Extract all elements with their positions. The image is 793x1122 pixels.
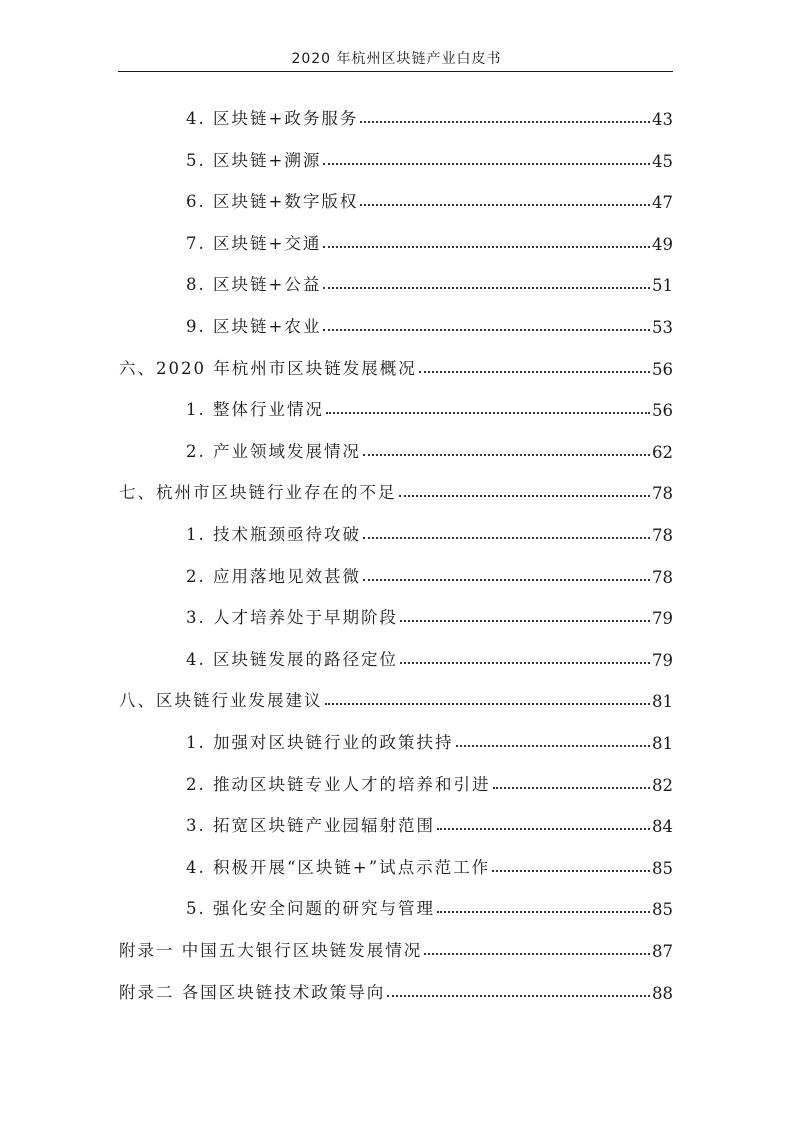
toc-entry-label: 附录一 中国五大银行区块链发展情况 [119, 941, 423, 960]
toc-page-number: 85 [652, 858, 673, 878]
toc-entry-label: 2. 应用落地见效甚微 [186, 566, 361, 586]
toc-dot-leader [437, 828, 650, 830]
toc-dot-leader [437, 911, 650, 913]
toc-page-number: 84 [652, 817, 673, 837]
toc-entry[interactable] [186, 307, 673, 337]
toc-page-number: 78 [652, 526, 673, 545]
toc-page-number: 49 [652, 234, 673, 254]
toc-entry[interactable] [186, 265, 673, 295]
toc-page-number: 78 [652, 484, 673, 504]
toc-entry[interactable] [186, 598, 673, 628]
toc-page-number: 53 [652, 318, 673, 337]
toc-page-number: 56 [652, 401, 673, 421]
toc-page-number: 81 [652, 692, 673, 712]
toc-entry-label: 8. 区块链+公益 [186, 275, 322, 295]
toc-entry[interactable] [186, 99, 673, 129]
toc-entry-label: 3. 拓宽区块链产业园辐射范围 [186, 816, 435, 836]
toc-entry-label: 六、2020 年杭州市区块链发展概况 [119, 358, 417, 378]
toc-entry-label: 1. 加强对区块链行业的政策扶持 [186, 733, 454, 752]
toc-dot-leader [493, 787, 651, 789]
toc-dot-leader [325, 703, 651, 705]
toc-page-number: 79 [652, 650, 673, 670]
toc-entry[interactable] [186, 848, 673, 878]
toc-dot-leader [387, 995, 650, 997]
toc-entry[interactable] [186, 141, 673, 171]
toc-page-number: 51 [652, 276, 673, 296]
toc-entry-label: 2. 推动区块链专业人才的培养和引进 [186, 774, 491, 794]
toc-dot-leader [360, 121, 650, 123]
toc-dot-leader [399, 495, 651, 497]
toc-dot-leader [492, 870, 650, 872]
toc-page-number: 87 [652, 942, 673, 961]
toc-entry-label: 1. 技术瓶颈亟待攻破 [186, 525, 361, 544]
toc-entry[interactable] [186, 889, 673, 919]
toc-entry-label: 6. 区块链+数字版权 [186, 192, 359, 212]
toc-page-number: 43 [652, 110, 673, 129]
toc-entry[interactable] [119, 473, 673, 503]
toc-dot-leader [323, 246, 650, 248]
toc-dot-leader [363, 454, 650, 456]
toc-entry[interactable] [186, 640, 673, 670]
toc-page-number: 78 [652, 567, 673, 587]
toc-dot-leader [363, 579, 650, 581]
toc-entry-label: 附录二 各国区块链技术政策导向 [119, 982, 386, 1002]
toc-entry[interactable] [186, 723, 673, 753]
toc-page-number: 62 [652, 442, 673, 462]
toc-entry-label: 4. 区块链+政务服务 [186, 109, 359, 128]
toc-entry[interactable] [119, 349, 673, 379]
toc-dot-leader [360, 204, 650, 206]
toc-entry[interactable] [186, 557, 673, 587]
page-header-title: 2020 年杭州区块链产业白皮书 [291, 51, 502, 67]
toc-page-number: 81 [652, 734, 673, 753]
toc-entry-label: 5. 强化安全问题的研究与管理 [186, 899, 435, 919]
toc-dot-leader [400, 662, 650, 664]
toc-entry-label: 9. 区块链+农业 [186, 317, 322, 336]
toc-dot-leader [326, 412, 650, 414]
toc-entry[interactable] [186, 182, 673, 212]
toc-page-number: 56 [652, 359, 673, 379]
toc-dot-leader [419, 371, 650, 373]
toc-page-number: 85 [652, 900, 673, 920]
toc-page-number: 79 [652, 609, 673, 629]
toc-dot-leader [363, 537, 650, 539]
toc-entry-label: 5. 区块链+溯源 [186, 150, 322, 170]
toc-entry[interactable] [186, 806, 673, 836]
toc-entry[interactable] [186, 390, 673, 420]
toc-entry[interactable] [119, 681, 673, 711]
toc-entry[interactable] [186, 224, 673, 254]
toc-dot-leader [424, 953, 650, 955]
toc-page-number: 47 [652, 193, 673, 213]
toc-entry-label: 4. 积极开展“区块链+”试点示范工作 [186, 857, 491, 877]
header-divider [118, 71, 673, 72]
toc-entry-label: 3. 人才培养处于早期阶段 [186, 608, 398, 628]
toc-entry[interactable] [119, 931, 673, 961]
toc-page-number: 88 [652, 983, 673, 1003]
toc-entry[interactable] [186, 432, 673, 462]
toc-entry[interactable] [186, 515, 673, 545]
toc-page-number: 82 [652, 775, 673, 795]
toc-entry-label: 七、杭州市区块链行业存在的不足 [119, 483, 397, 503]
toc-entry-label: 4. 区块链发展的路径定位 [186, 649, 398, 669]
toc-dot-leader [400, 620, 650, 622]
toc-dot-leader [456, 745, 651, 747]
toc-dot-leader [323, 287, 650, 289]
toc-dot-leader [323, 329, 650, 331]
toc-entry-label: 2. 产业领域发展情况 [186, 441, 361, 461]
toc-entry[interactable] [119, 973, 673, 1003]
toc-entry-label: 八、区块链行业发展建议 [119, 691, 323, 711]
toc-entry[interactable] [186, 765, 673, 795]
toc-dot-leader [323, 163, 650, 165]
toc-entry-label: 7. 区块链+交通 [186, 233, 322, 253]
toc-entry-label: 1. 整体行业情况 [186, 400, 324, 420]
toc-page-number: 45 [652, 151, 673, 171]
